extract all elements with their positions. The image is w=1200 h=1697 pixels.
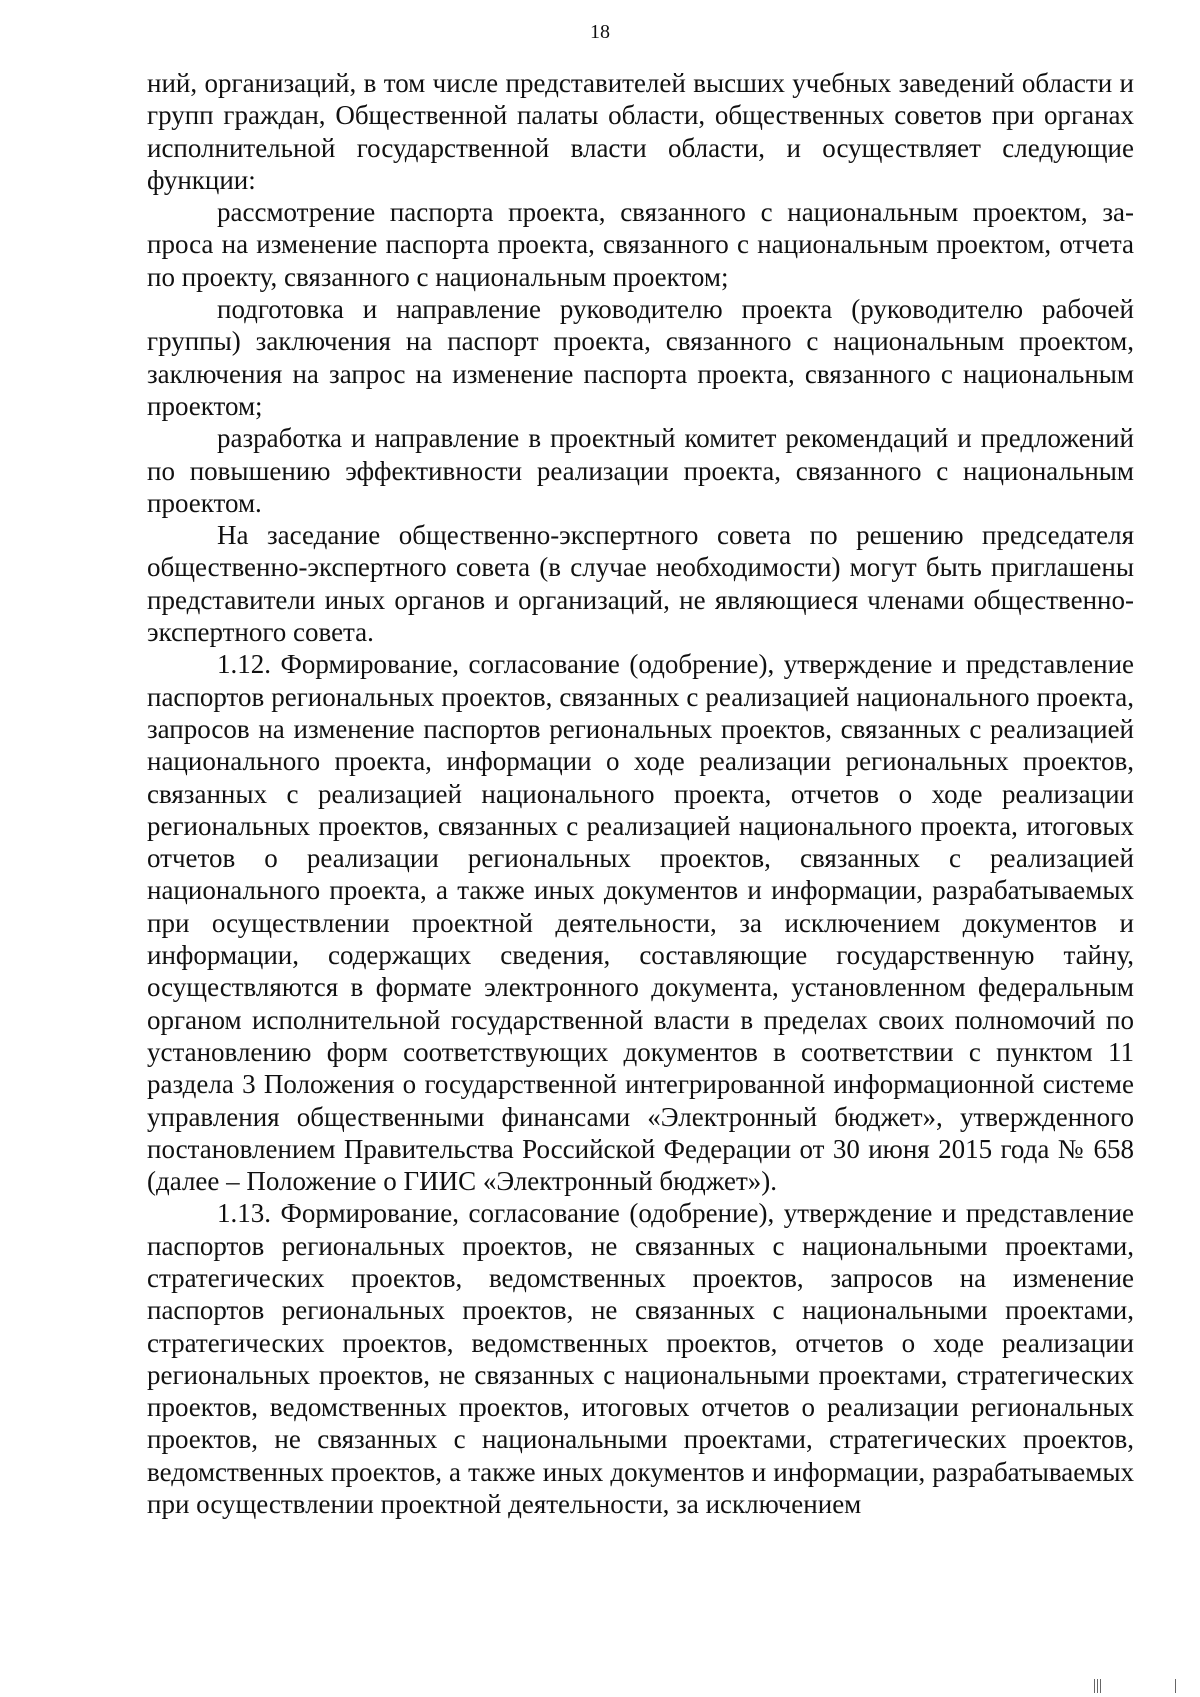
paragraph-function-review: рассмотрение паспорта проекта, связанного с национальным проектом, запроса на изменение паспорта проекта, связанного с национальным проектом, отчета по проекту, связанного с национальным проектом; <box>147 197 1134 292</box>
paragraph-clause-1-13: 1.13. Формирование, согласование (одобрение), утверждение и представление паспортов региональных проектов, не связанных с национальными проектами, стратегических проектов, ведомственных проектов, запросов на изменение паспортов региональных проектов, не связанных с национальными проектами, стратегических проектов, ведомственных проектов, отчетов о ходе реализации региональных проектов, не связанных с национальными проектами, стратегических проектов, ведомственных проектов, итоговых отчетов о реализации региональных проектов, не связанных с национальными проектами, стратегических проектов, ведомственных проектов, а также иных документов и информации, разрабатываемых при осуществлении проектной деятельности, за исключением <box>147 1198 1134 1520</box>
paragraph-function-conclusions: подготовка и направление руководителю проекта (руководителю рабочей группы) заключения на паспорт проекта, связанного с национальным проектом, заключения на запрос на изменение паспорта проекта, связанного с национальным проектом; <box>147 294 1134 421</box>
page-number: 18 <box>590 21 610 43</box>
paragraph-continuation: ний, организаций, в том числе представителей высших учебных заведений области и групп граждан, Общественной палаты области, общественных советов при органах исполнительной государственной власти области, и осуществляет следующие функции: <box>147 68 1134 195</box>
paragraph-function-recommendations: разработка и направление в проектный комитет рекомендаций и предложений по повышению эффективности реализации проекта, связанного с национальным проектом. <box>147 423 1134 518</box>
document-body <box>147 67 1134 1520</box>
scan-artifact-mark <box>1175 1679 1176 1693</box>
scan-artifact-mark <box>1100 1679 1101 1693</box>
paragraph-clause-1-12: 1.12. Формирование, согласование (одобрение), утверждение и представление паспортов региональных проектов, связанных с реализацией национального проекта, запросов на изменение паспортов региональных проектов, связанных с реализацией национального проекта, информации о ходе реализации региональных проектов, связанных с реализацией национального проекта, отчетов о ходе реализации региональных проектов, связанных с реализацией национального проекта, итоговых отчетов о реализации региональных проектов, связанных с реализацией национального проекта, а также иных документов и информации, разрабатываемых при осуществлении проектной деятельности, за исключением документов и информации, содержащих сведения, составляющие государственную тайну, осуществляются в формате электронного документа, установленном федеральным органом исполнительной государственной власти в пределах своих полномочий по установлению форм соответствующих документов в соответствии с пунктом 11 раздела 3 Положения о государственной интегрированной информационной системе управления общественными финансами «Электронный бюджет», утвержденного постановлением Правительства Российской Федерации от 30 июня 2015 года № 658 (далее – Положение о ГИИС «Электронный бюджет»). <box>147 649 1134 1197</box>
scan-artifact-mark <box>1094 1679 1095 1693</box>
scan-artifact-mark <box>1097 1679 1098 1693</box>
paragraph-meeting-invitation: На заседание общественно-экспертного совета по решению председателя общественно-экспертного совета (в случае необходимости) могут быть приглашены представители иных органов и организаций, не являющиеся членами общественно-экспертного совета. <box>147 520 1134 648</box>
